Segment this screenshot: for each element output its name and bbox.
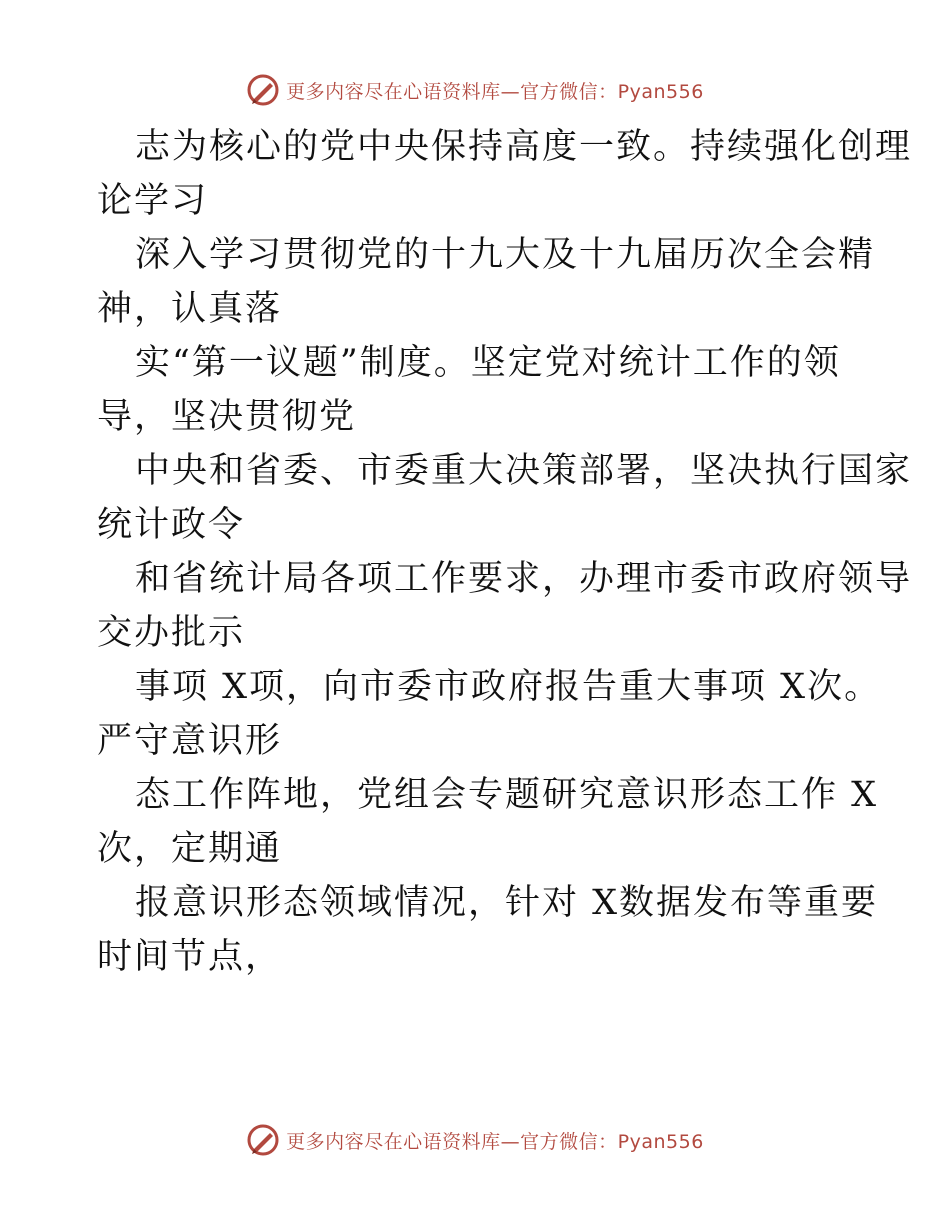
document-body [97,120,913,984]
text-line: 次，定期通 [97,829,283,869]
text-line: 志为核心的党中央保持高度一致。持续强化创理 [135,127,913,167]
text-line: 和省统计局各项工作要求，办理市委市政府领导 [135,559,913,599]
text-line: 深入学习贯彻党的十九大及十九届历次全会精 [135,235,876,275]
pen-seal-icon [246,73,280,107]
text-line: 事项 X项，向市委市政府报告重大事项 X次。 [135,667,882,707]
text-line: 统计政令 [97,505,246,545]
text-line: 态工作阵地，党组会专题研究意识形态工作 X [135,775,879,815]
text-line: 论学习 [97,181,209,221]
text-line: 实“第一议题”制度。坚定党对统计工作的领 [135,343,841,383]
watermark-text: 更多内容尽在心语资料库—官方微信：Pyan556 [286,80,704,103]
pen-seal-icon [246,1123,280,1157]
footer-watermark [0,1120,950,1160]
text-line: 中央和省委、市委重大决策部署，坚决执行国家 [135,451,913,491]
text-line: 神，认真落 [97,289,283,329]
text-line: 导，坚决贯彻党 [97,397,357,437]
text-line: 报意识形态领域情况，针对 X数据发布等重要 [135,883,879,923]
watermark-text: 更多内容尽在心语资料库—官方微信：Pyan556 [286,1130,704,1153]
header-watermark [0,70,950,110]
text-line: 时间节点， [97,937,283,977]
text-line: 交办批示 [97,613,246,653]
text-line: 严守意识形 [97,721,283,761]
